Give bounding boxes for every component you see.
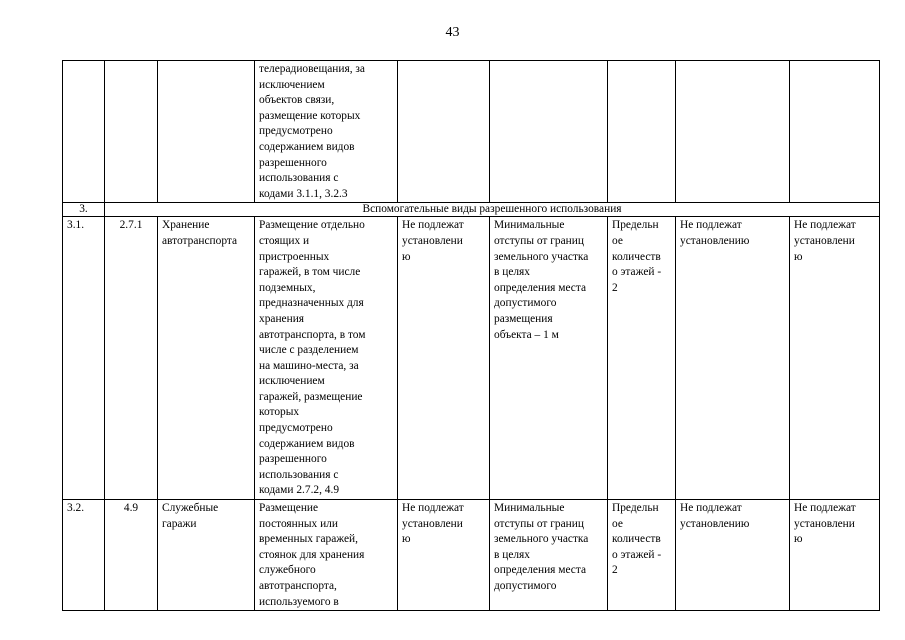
page-number: 43 <box>445 25 460 40</box>
cell-code: 4.9 <box>105 500 158 611</box>
cell-code <box>105 61 158 203</box>
section-row <box>63 203 880 217</box>
cell-col5 <box>398 61 490 203</box>
cell-description: Размещение отдельно стоящих и пристроенных гаражей, в том числе подземных, предназначенных для хранения автотранспорта, в том числе с разделением на машино-места, за исключением гаражей, размещение которых предусмотрено содержанием видов разрешенного использования с кодами 2.7.2, 4.9 <box>255 217 398 500</box>
cell-num <box>63 61 105 203</box>
cell-name: Хранение автотранспорта <box>158 217 255 500</box>
cell-code: 2.7.1 <box>105 217 158 500</box>
cell-col7: Предельн ое количеств о этажей - 2 <box>608 217 676 500</box>
cell-col5: Не подлежат установлени ю <box>398 500 490 611</box>
section-number: 3. <box>63 203 105 217</box>
section-title: Вспомогательные виды разрешенного использования <box>105 203 880 217</box>
cell-description: Размещение постоянных или временных гаражей, стоянок для хранения служебного автотранспорта, используемого в <box>255 500 398 611</box>
cell-name: Служебные гаражи <box>158 500 255 611</box>
table-row-continuation <box>63 61 880 203</box>
table-row <box>63 217 880 500</box>
cell-num: 3.2. <box>63 500 105 611</box>
regulations-table <box>62 60 880 611</box>
cell-col5: Не подлежат установлени ю <box>398 217 490 500</box>
cell-col6: Минимальные отступы от границ земельного участка в целях определения места допустимого <box>490 500 608 611</box>
cell-col9: Не подлежат установлени ю <box>790 500 880 611</box>
cell-col9: Не подлежат установлени ю <box>790 217 880 500</box>
cell-col8 <box>676 61 790 203</box>
cell-col8: Не подлежат установлению <box>676 217 790 500</box>
table-row <box>63 500 880 611</box>
cell-col6 <box>490 61 608 203</box>
cell-num: 3.1. <box>63 217 105 500</box>
cell-col7 <box>608 61 676 203</box>
cell-col8: Не подлежат установлению <box>676 500 790 611</box>
cell-name <box>158 61 255 203</box>
cell-description: телерадиовещания, за исключением объектов связи, размещение которых предусмотрено содержанием видов разрешенного использования с кодами 3.1.1, 3.2.3 <box>255 61 398 203</box>
cell-col9 <box>790 61 880 203</box>
cell-col6: Минимальные отступы от границ земельного участка в целях определения места допустимого размещения объекта – 1 м <box>490 217 608 500</box>
cell-col7: Предельн ое количеств о этажей - 2 <box>608 500 676 611</box>
